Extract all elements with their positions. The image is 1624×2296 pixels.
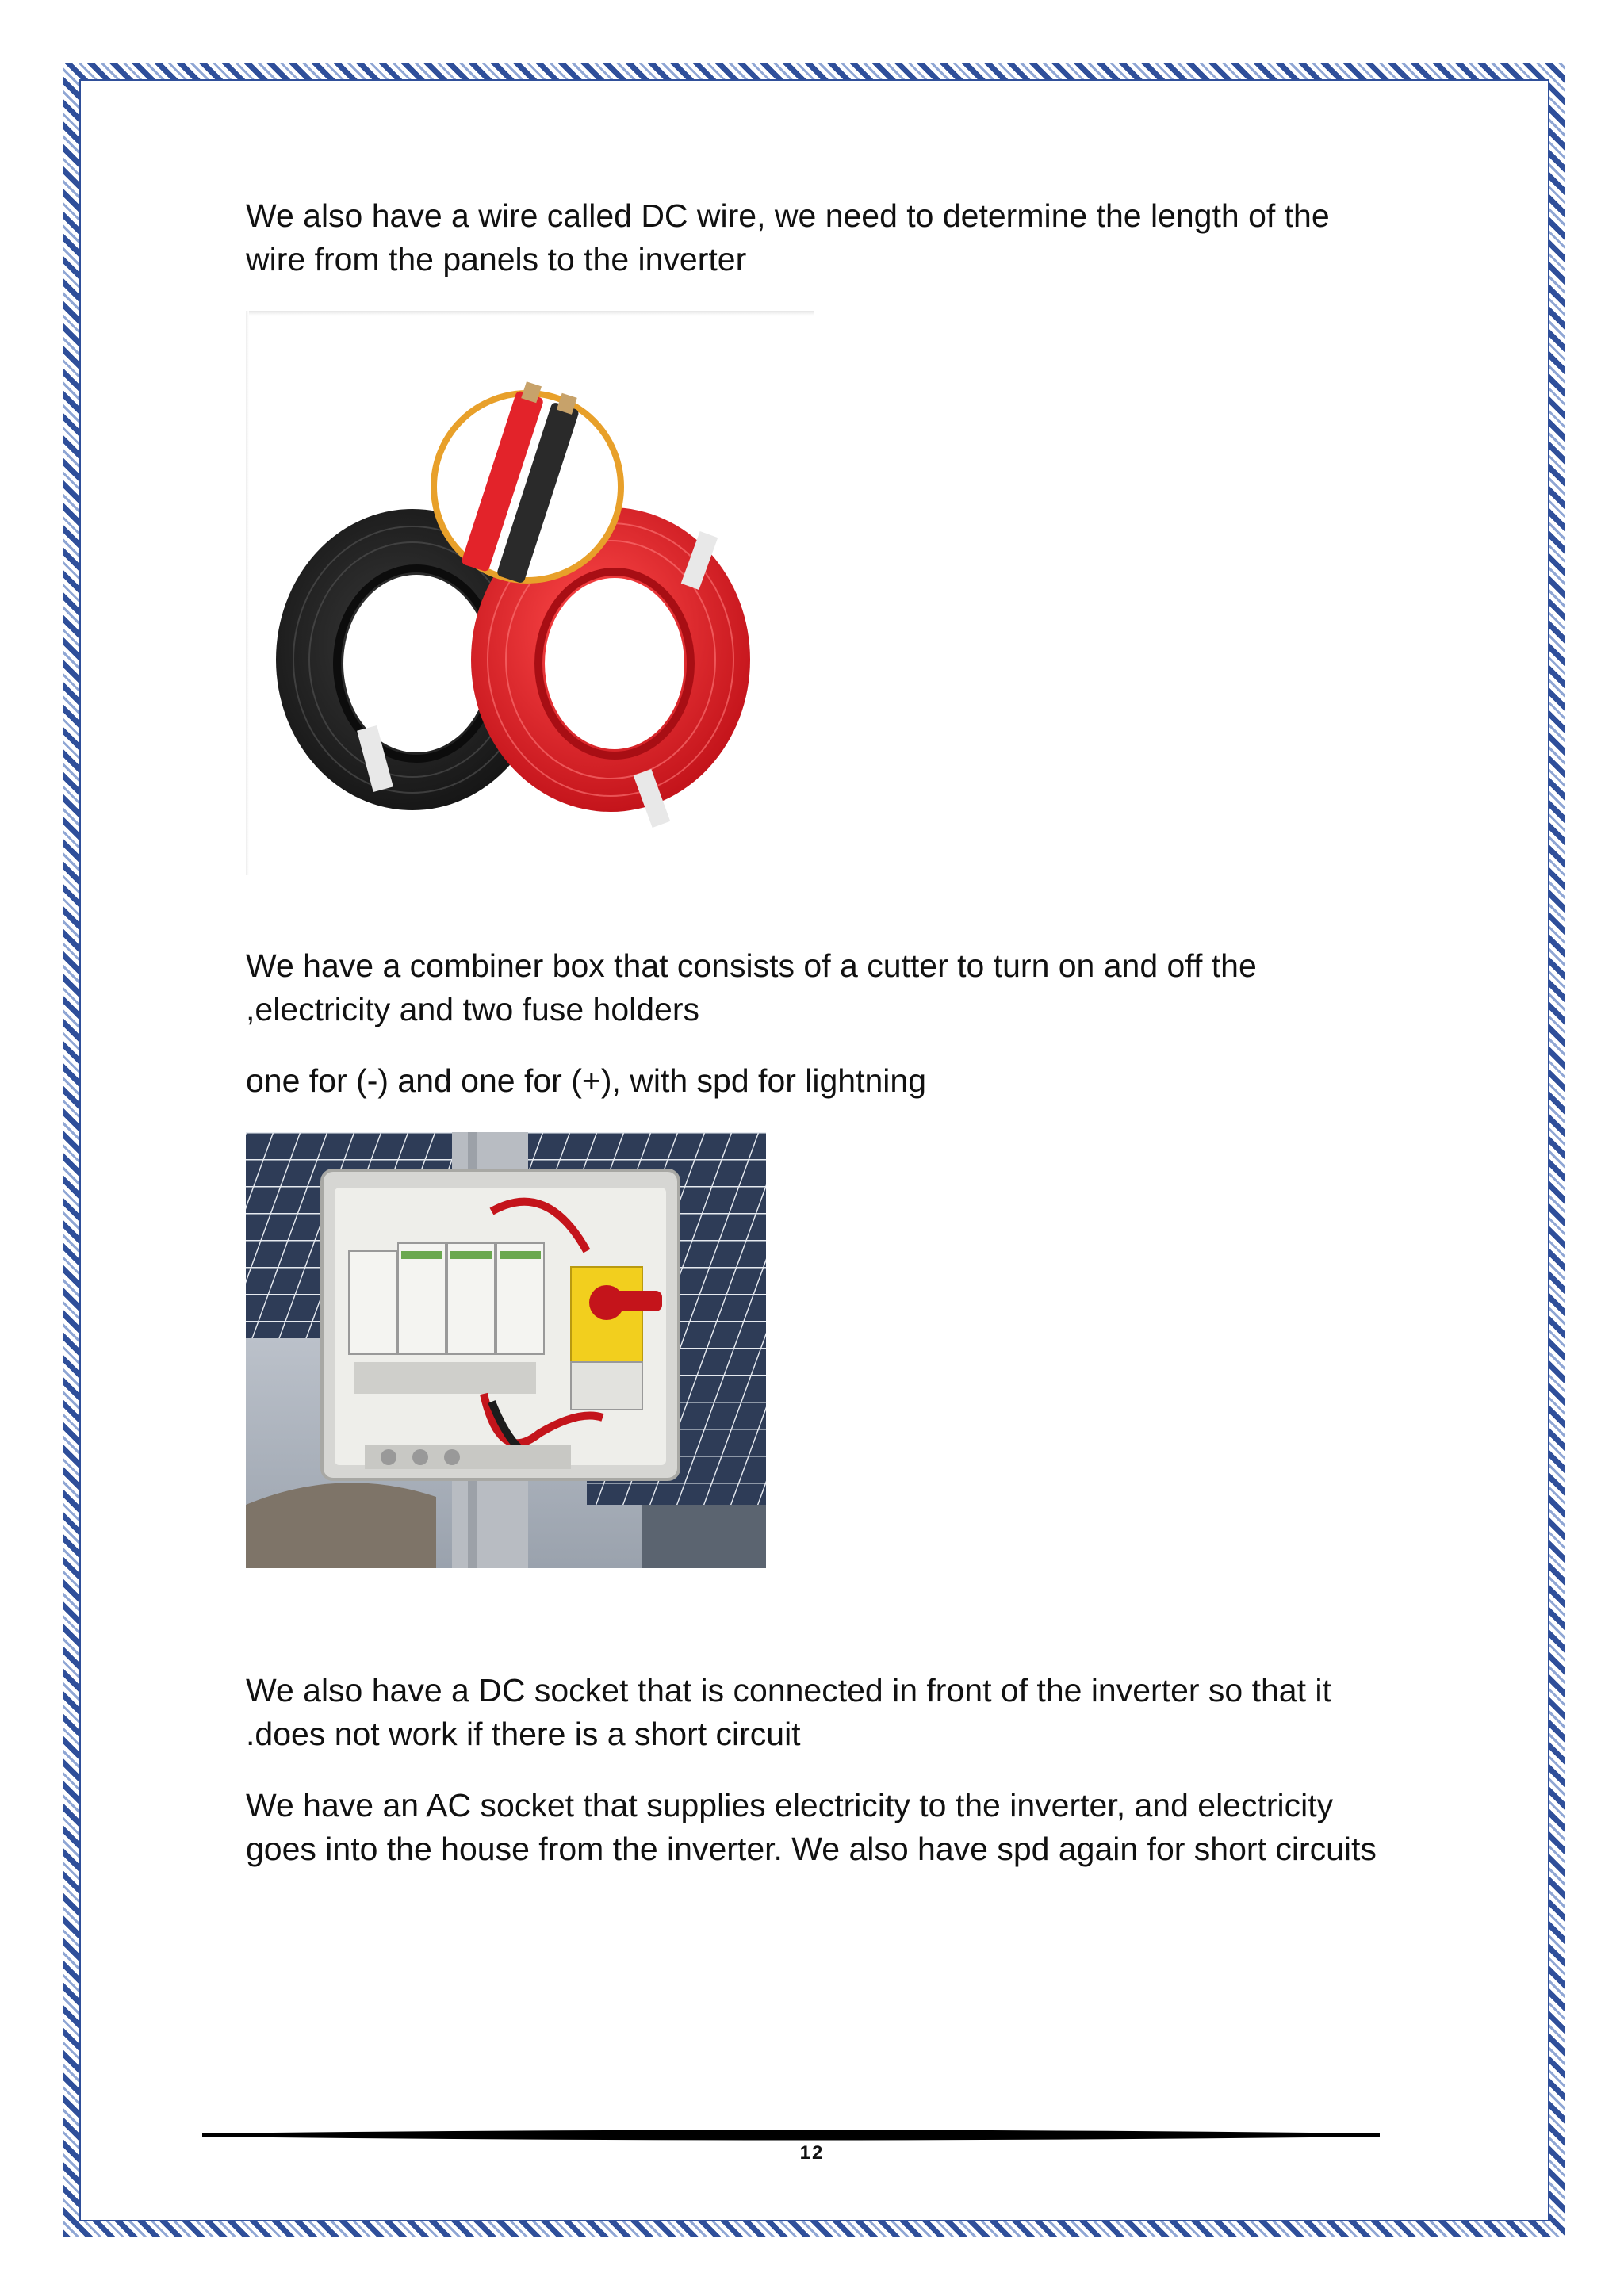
paragraph-combiner-box: We have a combiner box that consists of a cutter to turn on and off the ,electricity and two fuse holders bbox=[246, 947, 1257, 1027]
combiner-box-image bbox=[246, 1132, 766, 1568]
paragraph-dc-socket: We also have a DC socket that is connected in front of the inverter so that it .does not work if there is a short circuit bbox=[246, 1672, 1331, 1752]
page-number: 12 bbox=[799, 2142, 825, 2164]
paragraph-dc-wire: We also have a wire called DC wire, we need to determine the length of the wire from the panels to the inverter bbox=[246, 197, 1330, 277]
footer-divider bbox=[202, 2126, 1380, 2144]
paragraph-ac-socket: We have an AC socket that supplies electricity to the inverter, and electricity goes into the house from the inverter. We also have spd again for short circuits bbox=[246, 1787, 1377, 1867]
dc-wire-image bbox=[246, 311, 814, 875]
paragraph-fuse-polarity: one for (-) and one for (+), with spd for lightning bbox=[246, 1062, 927, 1099]
